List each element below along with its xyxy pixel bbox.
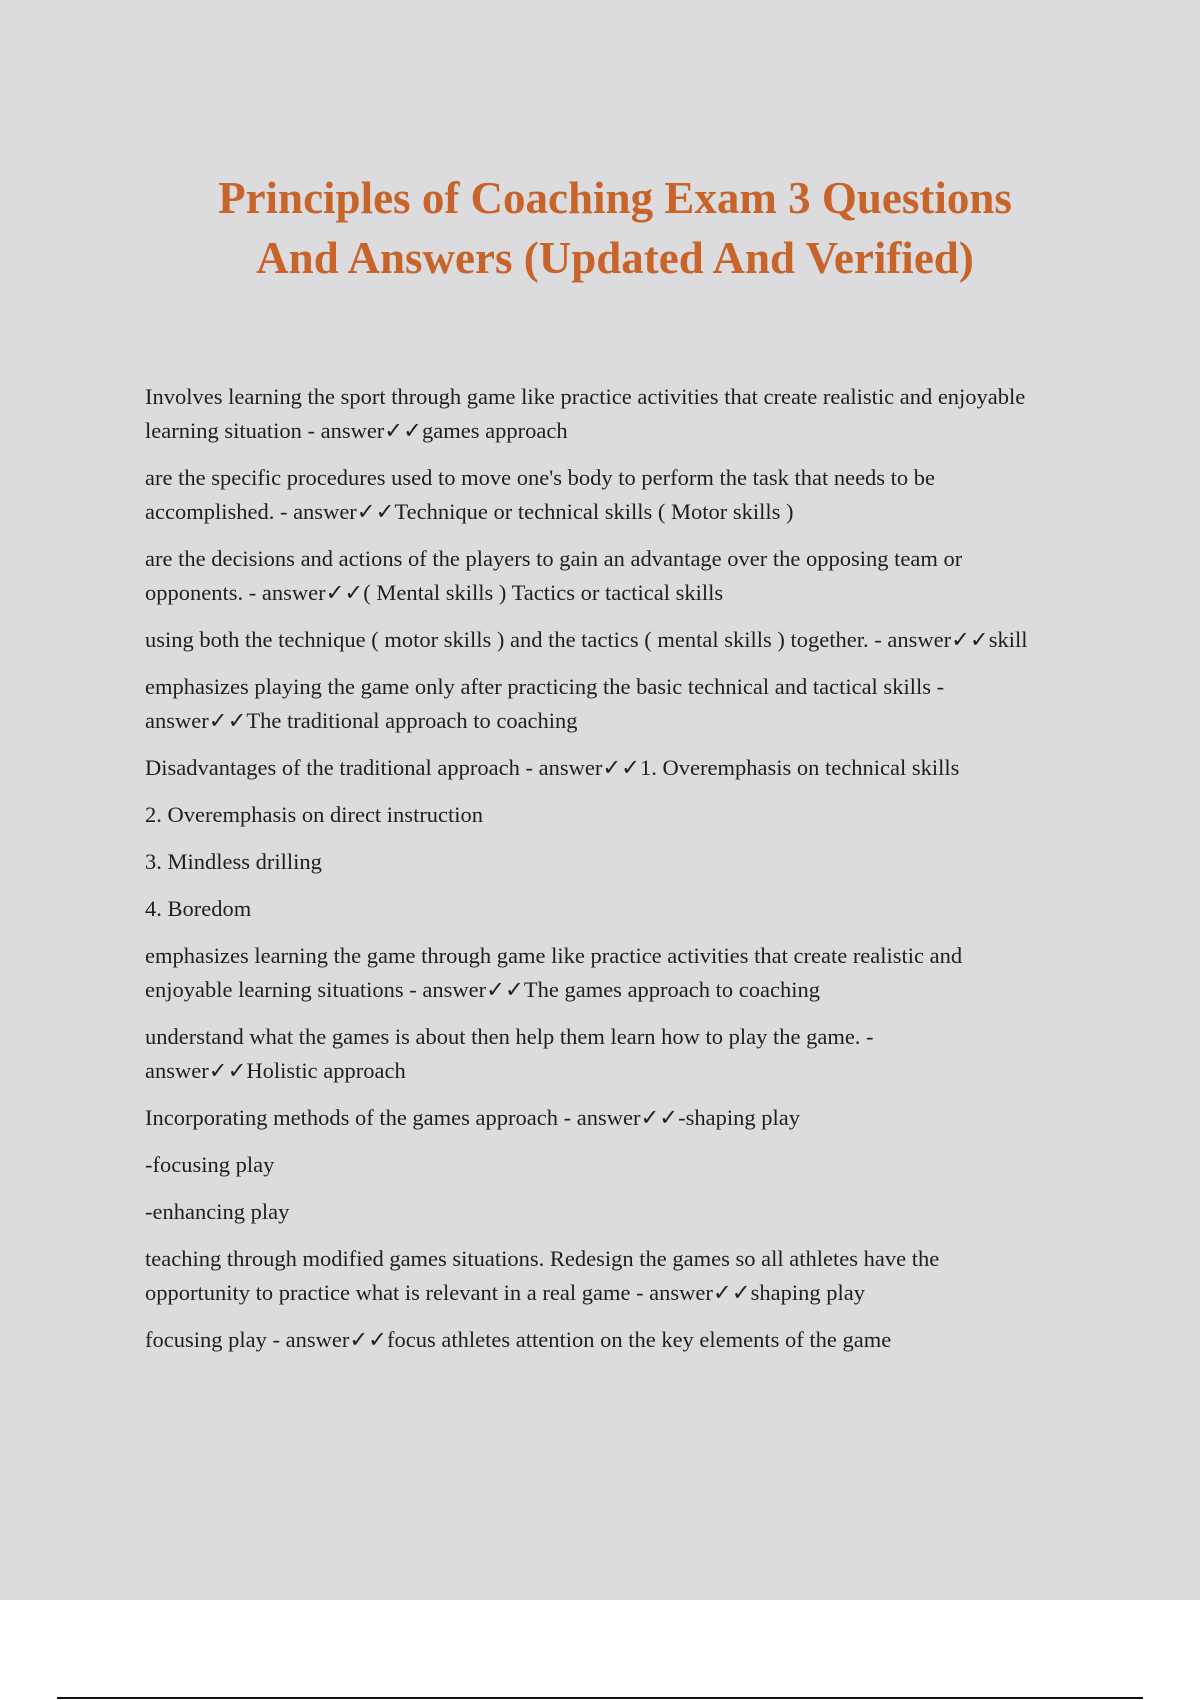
qa-entry: Incorporating methods of the games approach - answer✓✓-shaping play (145, 1105, 801, 1130)
qa-entry: understand what the games is about then help them learn how to play the game. - answer✓✓Holistic approach (145, 1024, 874, 1083)
qa-entry: are the specific procedures used to move one's body to perform the task that needs to be accomplished. - answer✓✓Technique or technical skills ( Motor skills ) (145, 465, 936, 524)
qa-entry: emphasizes learning the game through game like practice activities that create realistic and enjoyable learning situations - answer✓✓The games approach to coaching (145, 943, 963, 1002)
title-line-1: Principles of Coaching Exam 3 Questions (218, 173, 1012, 223)
title-line-2: And Answers (Updated And Verified) (256, 233, 974, 283)
footer-divider (57, 1697, 1143, 1699)
qa-entry: using both the technique ( motor skills ) and the tactics ( mental skills ) together. - answer✓✓skill (145, 627, 1028, 652)
qa-entry: 3. Mindless drilling (145, 849, 322, 874)
qa-entry: focusing play - answer✓✓focus athletes attention on the key elements of the game (145, 1327, 892, 1352)
question-answer-list (145, 380, 1045, 1370)
qa-entry: emphasizes playing the game only after practicing the basic technical and tactical skills - answer✓✓The traditional approach to coaching (145, 674, 945, 733)
qa-entry: Disadvantages of the traditional approach - answer✓✓1. Overemphasis on technical skills (145, 755, 960, 780)
qa-entry: are the decisions and actions of the players to gain an advantage over the opposing team or opponents. - answer✓✓( Mental skills ) Tactics or tactical skills (145, 546, 963, 605)
qa-entry: -focusing play (145, 1152, 275, 1177)
qa-entry: -enhancing play (145, 1199, 290, 1224)
document-title (150, 168, 1080, 288)
qa-entry: 4. Boredom (145, 896, 252, 921)
qa-entry: 2. Overemphasis on direct instruction (145, 802, 484, 827)
qa-entry: Involves learning the sport through game like practice activities that create realistic and enjoyable learning situation - answer✓✓games approach (145, 384, 1026, 443)
qa-entry: teaching through modified games situations. Redesign the games so all athletes have the opportunity to practice what is relevant in a real game - answer✓✓shaping play (145, 1246, 940, 1305)
